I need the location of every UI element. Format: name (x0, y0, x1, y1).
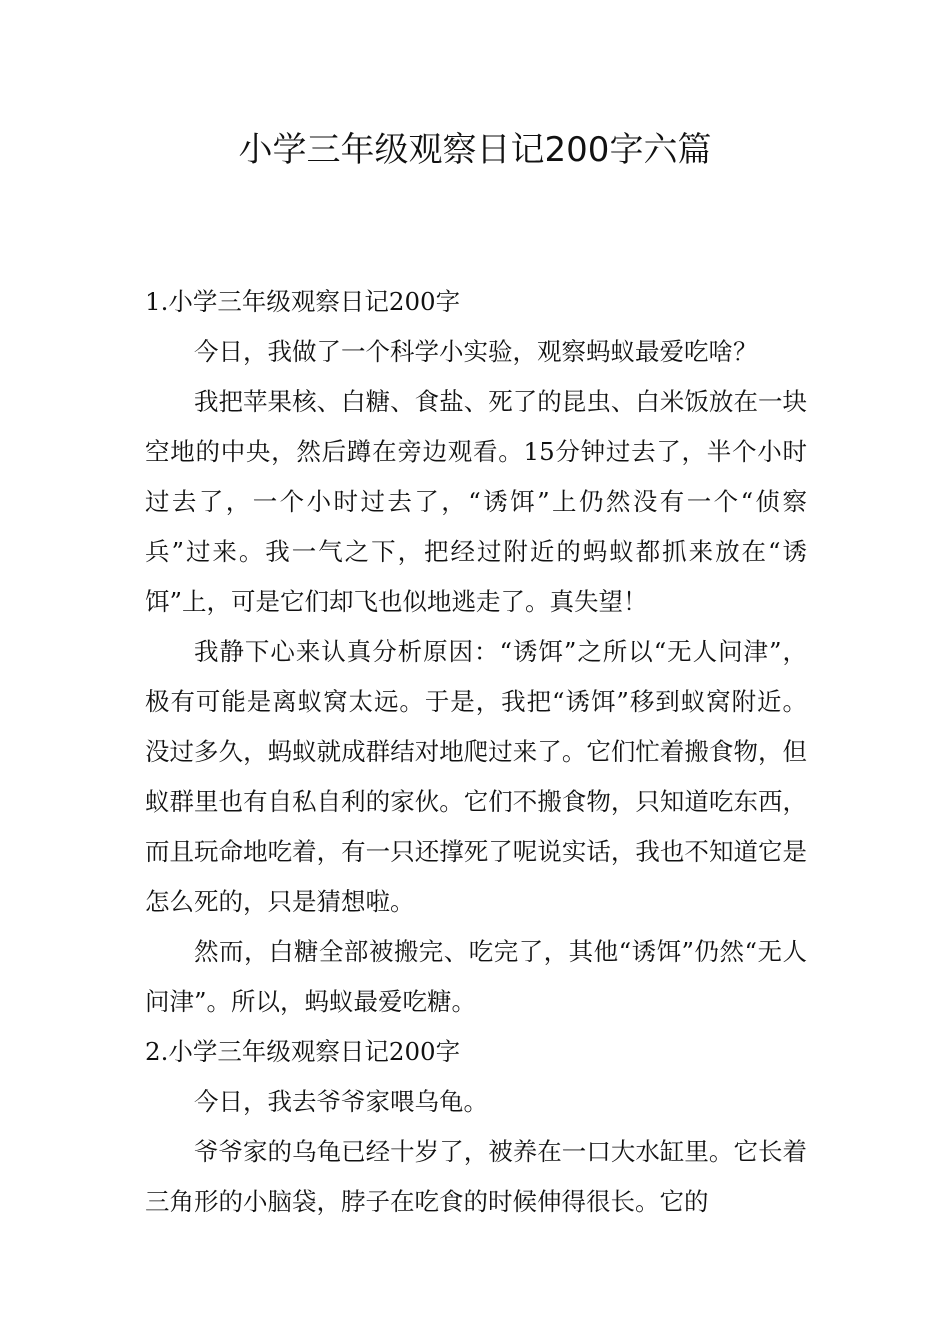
paragraph: 爷爷家的乌龟已经十岁了，被养在一口大水缸里。它长着三角形的小脑袋，脖子在吃食的时候伸得很长。它的 (145, 1137, 807, 1216)
paragraph: 今日，我去爷爷家喂乌龟。 (194, 1087, 488, 1116)
paragraph: 我静下心来认真分析原因：“诱饵”之所以“无人问津”，极有可能是离蚁窝太远。于是，我把“诱饵”移到蚁窝附近。没过多久，蚂蚁就成群结对地爬过来了。它们忙着搬食物，但蚁群里也有自私自利的家伙。它们不搬食物，只知道吃东西，而且玩命地吃着，有一只还撑死了呢说实话，我也不知道它是怎么死的，只是猜想啦。 (145, 637, 807, 916)
paragraph: 我把苹果核、白糖、食盐、死了的昆虫、白米饭放在一块空地的中央，然后蹲在旁边观看。15分钟过去了，半个小时过去了，一个小时过去了，“诱饵”上仍然没有一个“侦察兵”过来。我一气之下，把经过附近的蚂蚁都抓来放在“诱饵”上，可是它们却飞也似地逃走了。真失望！ (145, 387, 807, 616)
paragraph: 今日，我做了一个科学小实验，观察蚂蚁最爱吃啥？ (194, 337, 758, 366)
paragraph: 然而，白糖全部被搬完、吃完了，其他“诱饵”仍然“无人问津”。所以，蚂蚁最爱吃糖。 (145, 937, 807, 1016)
section-heading-1: 1.小学三年级观察日记200字 (145, 287, 461, 316)
document-body (145, 277, 807, 1227)
section-heading-2: 2.小学三年级观察日记200字 (145, 1037, 461, 1066)
document-title: 小学三年级观察日记200字六篇 (238, 130, 712, 170)
